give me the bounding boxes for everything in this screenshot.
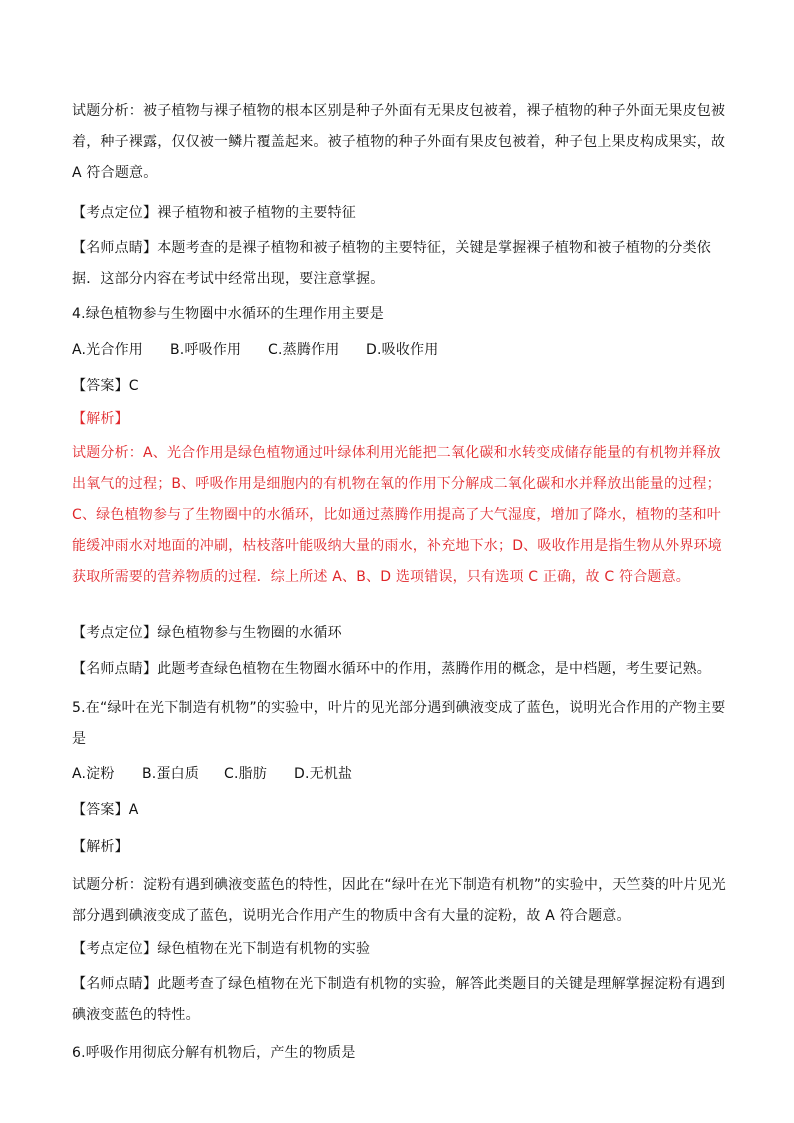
q4-jiexi-label: 【解析】	[72, 411, 129, 427]
q5-stem: 5.在“绿叶在光下制造有机物”的实验中，叶片的见光部分遇到碘液变成了蓝色，说明光合作用的产物主要是	[72, 700, 726, 747]
q3-mingshi: 【名师点睛】本题考查的是裸子植物和被子植物的主要特征，关键是掌握裸子植物和被子植物的分类依据．这部分内容在考试中经常出现，要注意掌握。	[72, 240, 711, 287]
q5-option-d: D.无机盐	[294, 766, 353, 782]
q4-option-d: D.吸收作用	[366, 342, 439, 358]
q5-analysis: 试题分析：淀粉有遇到碘液变蓝色的特性，因此在“绿叶在光下制造有机物”的实验中，天竺葵的叶片见光部分遇到碘液变成了蓝色，说明光合作用产生的物质中含有大量的淀粉，故 A 符合题意。	[72, 877, 726, 924]
q4-options	[72, 335, 732, 366]
q3-kaodian: 【考点定位】裸子植物和被子植物的主要特征	[72, 205, 356, 221]
q4-answer: 【答案】C	[72, 378, 139, 394]
q5-option-c: C.脂肪	[224, 766, 268, 782]
q5-mingshi: 【名师点睛】此题考查了绿色植物在光下制造有机物的实验，解答此类题目的关键是理解掌握淀粉有遇到碘液变蓝色的特性。	[72, 976, 726, 1023]
q5-option-b: B.蛋白质	[142, 766, 200, 782]
q4-option-b: B.呼吸作用	[170, 342, 242, 358]
q4-mingshi: 【名师点睛】此题考查绿色植物在生物圈水循环中的作用，蒸腾作用的概念，是中档题，考生要记熟。	[72, 661, 711, 677]
q4-analysis: 试题分析：A、光合作用是绿色植物通过叶绿体利用光能把二氧化碳和水转变成储存能量的有机物并释放出氧气的过程；B、呼吸作用是细胞内的有机物在氧的作用下分解成二氧化碳和水并释放出能量的过程；C、绿色植物参与了生物圈中的水循环，比如通过蒸腾作用提高了大气湿度，增加了降水，植物的茎和叶能缓冲雨水对地面的冲刷，枯枝落叶能吸纳大量的雨水，补充地下水；D、吸收作用是指生物从外界环境获取所需要的营养物质的过程．综上所述 A、B、D 选项错误，只有选项 C 正确，故 C 符合题意。	[72, 445, 722, 585]
q4-stem: 4.绿色植物参与生物圈中水循环的生理作用主要是	[72, 306, 384, 322]
q5-options	[72, 759, 732, 790]
q4-option-a: A.光合作用	[72, 342, 143, 358]
q4-kaodian: 【考点定位】绿色植物参与生物圈的水循环	[72, 625, 342, 641]
q4-option-c: C.蒸腾作用	[268, 342, 340, 358]
q5-kaodian: 【考点定位】绿色植物在光下制造有机物的实验	[72, 941, 371, 957]
q5-option-a: A.淀粉	[72, 766, 115, 782]
q6-stem: 6.呼吸作用彻底分解有机物后，产生的物质是	[72, 1045, 356, 1061]
q5-jiexi-label: 【解析】	[72, 839, 129, 855]
q5-answer: 【答案】A	[72, 802, 139, 818]
q3-analysis: 试题分析：被子植物与裸子植物的根本区别是种子外面有无果皮包被着，裸子植物的种子外面无果皮包被着，种子裸露，仅仅被一鳞片覆盖起来。被子植物的种子外面有果皮包被着，种子包上果皮构成果实，故 A 符合题意。	[72, 103, 726, 181]
